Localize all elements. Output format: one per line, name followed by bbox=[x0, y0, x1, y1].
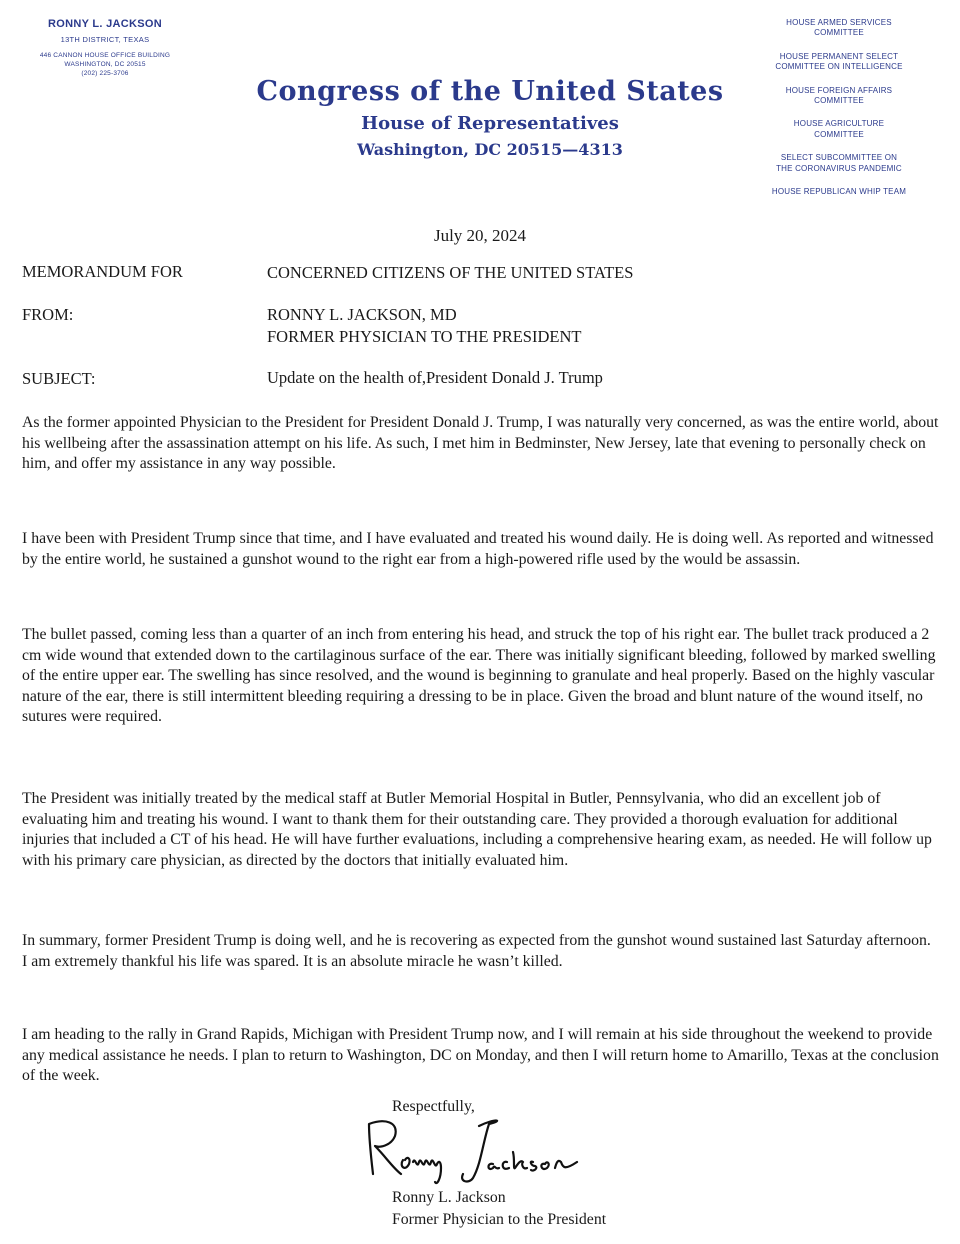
signer-name: Ronny L. Jackson bbox=[392, 1189, 506, 1206]
sender-address-line: (202) 225-3706 bbox=[81, 69, 129, 77]
sender-address-line: 446 CANNON HOUSE OFFICE BUILDING bbox=[39, 52, 171, 60]
sender-district: 13TH DISTRICT, TEXAS bbox=[60, 34, 150, 44]
sender-address bbox=[10, 52, 200, 78]
closing-salutation: Respectfully, bbox=[392, 1098, 475, 1115]
committee-list bbox=[734, 18, 944, 210]
committee-item: HOUSE REPUBLICAN WHIP TEAM bbox=[771, 186, 907, 196]
signature bbox=[355, 1112, 605, 1192]
memo-from-value-1: RONNY L. JACKSON, MD bbox=[267, 305, 457, 324]
body-paragraph: I have been with President Trump since that time, and I have evaluated and treated his wound daily. He is doing well. As reported and witnessed by the entire world, he sustained a gunshot wound to the right ear from a high-powered rifle used by the would be assassin. bbox=[22, 530, 934, 568]
body-paragraph: As the former appointed Physician to the President for President Donald J. Trump, I was naturally very concerned, as was the entire world, about his wellbeing after the assassination attempt on his life. As such, I met him in Bedminster, New Jersey, late that evening to personally check on him, and offer my assistance in any way possible. bbox=[22, 414, 939, 472]
signer-title: Former Physician to the President bbox=[392, 1211, 607, 1228]
body-paragraph: I am heading to the rally in Grand Rapids, Michigan with President Trump now, and I will remain at his side throughout the weekend to provide any medical assistance he needs. I plan to return to Washington, DC on Monday, and then I will return home to Amarillo, Texas at the conclusion of the week. bbox=[22, 1026, 939, 1084]
memo-for-value: CONCERNED CITIZENS OF THE UNITED STATES bbox=[267, 263, 634, 282]
committee-item: HOUSE ARMED SERVICES COMMITTEE bbox=[786, 18, 892, 38]
letterhead-house: House of Representatives bbox=[361, 113, 619, 134]
sender-address-line: WASHINGTON, DC 20515 bbox=[64, 60, 146, 68]
body-paragraph: The President was initially treated by the medical staff at Butler Memorial Hospital in Butler, Pennsylvania, who did an excellent job of evaluating him and treating his wound. I want to thank them for their outstanding care. They provided a thorough evaluation for additional injuries that included a CT of his head. He will have further evaluations, including a comprehensive hearing exam, as needed. He will follow up with his primary care physician, as directed by the doctors that initially evaluated him. bbox=[22, 790, 932, 869]
memo-from-label: FROM: bbox=[22, 305, 74, 324]
body-paragraph: The bullet passed, coming less than a quarter of an inch from entering his head, and struck the top of his right ear. The bullet track produced a 2 cm wide wound that extended down to the cartilaginous surface of the ear. There was initially significant bleeding, followed by marked swelling of the entire upper ear. The swelling has since resolved, and the wound is beginning to granulate and heal properly. Based on the highly vascular nature of the ear, there is still intermittent bleeding requiring a dressing to be in place. Given the broad and blunt nature of the wound itself, no sutures were required. bbox=[22, 626, 936, 725]
memo-subject-label: SUBJECT: bbox=[22, 369, 96, 388]
body-paragraph: In summary, former President Trump is doing well, and he is recovering as expected from the gunshot wound sustained last Saturday afternoon. I am extremely thankful his life was spared. It is an absolute miracle he wasn’t killed. bbox=[22, 932, 931, 970]
letterhead bbox=[240, 76, 740, 159]
letterhead-title: Congress of the United States bbox=[256, 76, 724, 107]
committee-item: HOUSE PERMANENT SELECT COMMITTEE ON INTELLIGENCE bbox=[775, 51, 903, 72]
memo-from-value-2: FORMER PHYSICIAN TO THE PRESIDENT bbox=[267, 327, 582, 346]
committee-item: HOUSE FOREIGN AFFAIRS COMMITTEE bbox=[785, 85, 893, 105]
committee-item: HOUSE AGRICULTURE COMMITTEE bbox=[793, 119, 885, 139]
letterhead-address: Washington, DC 20515—4313 bbox=[357, 140, 623, 159]
sender-block bbox=[10, 18, 200, 78]
memo-for-label: MEMORANDUM FOR bbox=[22, 262, 183, 281]
committee-item: SELECT SUBCOMMITTEE ON THE CORONAVIRUS PANDEMIC bbox=[776, 153, 902, 173]
memo-subject-value: Update on the health of,President Donald J. Trump bbox=[267, 368, 603, 387]
sender-name: RONNY L. JACKSON bbox=[48, 18, 162, 30]
memo-date: July 20, 2024 bbox=[433, 226, 527, 245]
